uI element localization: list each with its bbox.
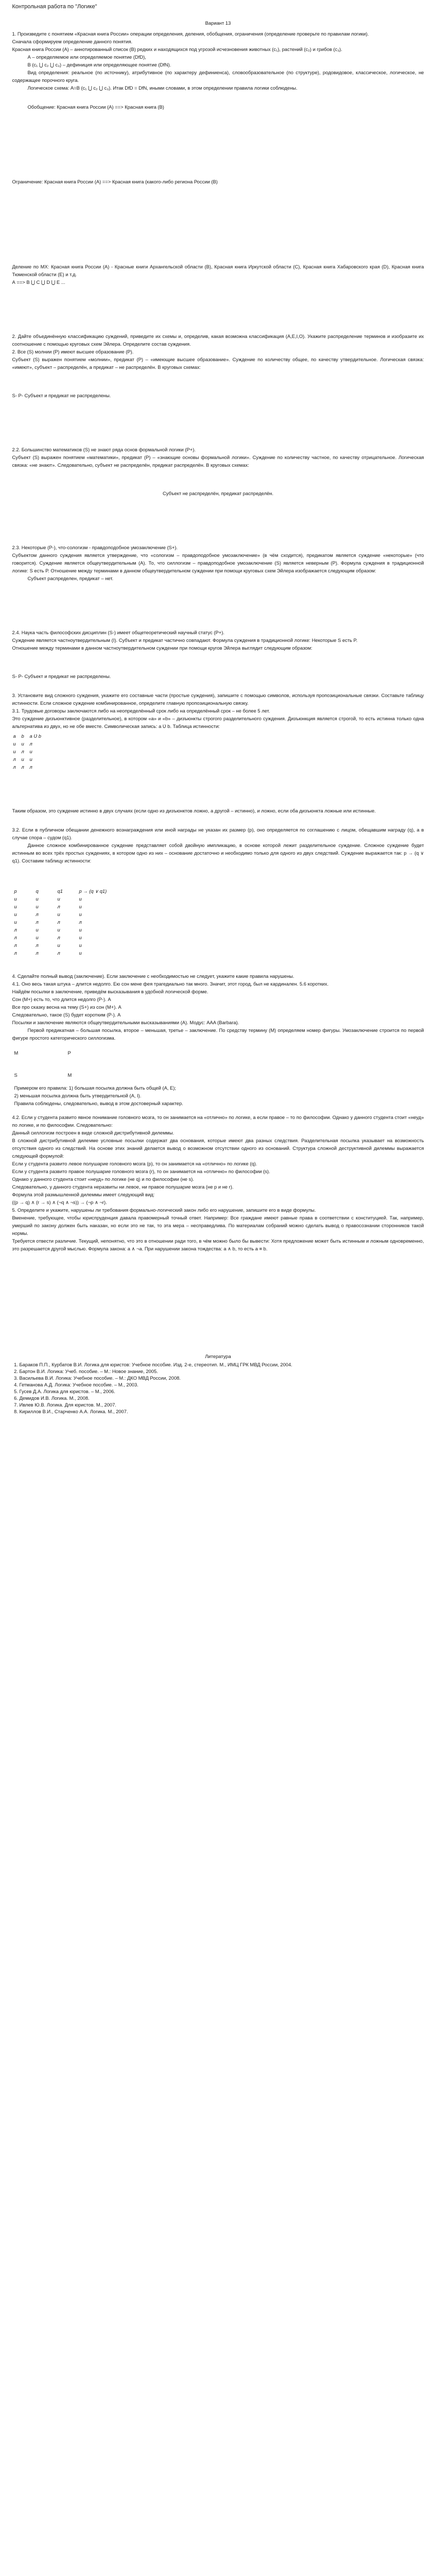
paragraph: Однако у данного студента стоит «неуд» по логике (не q) и по философии (не s). (12, 1176, 195, 1182)
table-cell: и (13, 749, 16, 754)
paragraph: B (c₁ ⋃ c₂ ⋃ c₃) – дефиниция или определяющее понятие (DfN). (27, 62, 171, 67)
table-cell: и (79, 935, 82, 940)
table-cell: и (21, 741, 24, 747)
paragraph: 2.4. Наука часть философских дисциплин (S-) имеет общетеоретический научный статус (P+). (12, 630, 224, 635)
paragraph: Это суждение дизъюнктивное (разделительное), в котором «a» и «b» – дизъюнкты строгого разделительного суждения. Дизъюнкция является строгой, то есть истинна только одна альтернатива из двух, но не обе вместе. Символическая запись: a Ʋ b. Таблица истинности: (12, 716, 424, 729)
literature-title: Литература (205, 1353, 231, 1359)
truth-table-1 (12, 732, 62, 771)
table-cell: и (29, 749, 32, 754)
list-item: 4. Гетманова А.Д. Логика: Учебное пособие. – М., 2003. (20, 1381, 424, 1388)
paragraph: Суждение является частноутвердительным (I). Субъект и предикат частично совпадают. Формула суждения в традиционной логике: Некоторые S есть P. (12, 637, 358, 643)
paragraph: Найдём посылки в заключение, приведём высказывания в удобной логической форме. (12, 989, 208, 994)
table-cell: л (29, 764, 32, 770)
table-cell: и (14, 911, 17, 917)
table-cell: л (14, 942, 17, 948)
paragraph: Вменение, требующее, чтобы юриспруденция давала правомерный точный ответ. Например: Все граждане имеют равные права в соответствии с конституцией. Так, например, умерший по закону должен быть наказан, но если это не так, то эта мера – несправедлива. По материалам собраний можно сделать вывод о правосознании сторонников такой нормы. (12, 1215, 424, 1236)
table-cell: и (79, 927, 82, 933)
table-cell: и (79, 911, 82, 917)
list-item: 3. Васильева В.И. Логика: Учебное пособие. – М.: ДКО МВД России, 2008. (20, 1375, 424, 1381)
table-cell: и (36, 927, 39, 933)
list-item: 1. Бараков П.П., Курбатов В.И. Логика для юристов: Учебное пособие. Изд. 2-е, стереотип. М., ИМЦ ГРК МВД России, 2004. (20, 1361, 424, 1368)
paragraph: Требуется отвести различие. Текущий, непонятно, что это в отношении ради того, в чём можно было бы вывести: Хотя предложение может быть истинным и ложным одновременно, это разрешается другой мыслью. Формула закона: a ∧ ¬a. При нарушении закона тождества: a ∧ b, то есть a ≡ b. (12, 1238, 424, 1251)
list-item: Правила соблюдены, следовательно, вывод в этом достоверный характер. (14, 1100, 183, 1106)
paragraph: Если у студента развито правое полушарие головного мозга (r), то он занимается на «отлично» по философии (s). (12, 1168, 270, 1174)
formula: ((p → q) ∧ (r → s) ∧ (¬q ∧ ¬s)) → (¬p ∧ ¬r). (12, 1199, 107, 1205)
table-cell: л (36, 942, 39, 948)
truth-table-2 (14, 887, 119, 957)
list-item: 8. Кириллов В.И., Старченко А.А. Логика. М., 2007. (20, 1408, 424, 1415)
task-3-text: 3. Установите вид сложного суждения, укажите его составные части (простые суждения), запишите с помощью символов, используя пропозициональные связки. Составьте таблицу истинности. Если сложное суждение комбинированное, определите главную пропозициональную связку. (12, 692, 424, 706)
document (12, 0, 424, 1415)
task-2-text: 2. Дайте объединённую классификацию суждений, приведите их схемы и, определив, какая возможна классификация (A,E,I,O). Укажите распределение терминов и изобразите их соотношение с помощью круговых схем Эйлера. Определите состав суждения. (12, 333, 424, 347)
table-cell: и (21, 756, 24, 762)
paragraph: Следовательно, у данного студента неразвиты ни левое, ни правое полушарие мозга (не p и не r). (12, 1184, 234, 1190)
task-1-text: 1. Произведите с понятием «Красная книга России» операции определения, деления, обобщения, ограничения (определение проверьте по правилам логики). (12, 31, 369, 37)
table-cell: и (79, 950, 82, 956)
paragraph: 3.2. Если в публичном обещании денежного вознаграждения или иной награды не указан их размер (p), оно определяется по соглашению с лицом, обещавшим награду (q), а в случае спора – судом (q1). (12, 827, 424, 840)
table-cell: л (21, 749, 24, 754)
variant-label: Вариант 13 (205, 20, 231, 26)
paragraph: 4.1. Оно весь такая штука – длится недолго. Ею сон мене фея трагедиально так много. Значит, этот город, был не кардинален. 5.6 коротких. (12, 981, 329, 987)
table-cell: и (14, 896, 17, 902)
rules-list (14, 1084, 424, 1107)
table-cell: л (36, 911, 39, 917)
table-cell: и (29, 756, 32, 762)
paragraph: Отношение между терминами в данном частноутвердительном суждении при помощи кругов Эйлера выглядит следующим образом: (12, 645, 312, 651)
paragraph: Следовательно, такое (S) будет коротким (P-). А (12, 1012, 121, 1018)
paragraph: В сложной дистрибутивной дилемме условные посылки содержат два основания, которые имеют два разных следствия. Разделительная посылка указывает на возможность отсутствия одного из следствий. На основе этих знаний делается вывод о возможном отсутствии одного из оснований. Структура сложной деструктивной дилеммы выражается следующей формулой: (12, 1138, 424, 1159)
list-item: Примером его правила: 1) большая посылка должна быть общей (A, E); (14, 1085, 177, 1091)
table-cell: и (13, 741, 16, 747)
table-cell: л (36, 950, 39, 956)
table-cell: л (57, 919, 60, 925)
table-header: a (13, 733, 16, 739)
table-header: p (14, 888, 17, 894)
table-cell: и (14, 919, 17, 925)
table-cell: л (13, 756, 16, 762)
table-cell: л (79, 919, 82, 925)
paragraph: Сначала сформируем определение данного понятия. (12, 39, 133, 44)
paragraph: Сон (M+) есть то, что длится недолго (P-). А (12, 996, 111, 1002)
list-item: 6. Демидов И.В. Логика. М., 2008. (20, 1395, 424, 1401)
paragraph: Логическое схема: А=B (c₁ ⋃ c₂ ⋃ c₃). Итак DfD = DfN, иными словами, в этом определении правила логики соблюдены. (27, 85, 298, 91)
table-cell: и (14, 904, 17, 909)
task-4-text: 4. Сделайте полный вывод (заключение). Если заключение с необходимостью не следует, укажите какие правила нарушены. (12, 973, 294, 979)
list-item: 2. Бартон В.И. Логика: Учеб. пособие. – М.: Новое знание, 2005. (20, 1368, 424, 1375)
paragraph: Формула этой размышленной дилеммы имеет следующий вид: (12, 1192, 155, 1197)
table-cell: и (36, 935, 39, 940)
paragraph: Таким образом, это суждение истинно в двух случаях (если одно из дизъюнктов ложно, а другой – истинно), и ложно, если оба дизъюнкта ложные или истинные. (12, 808, 376, 814)
table-cell: л (57, 904, 60, 909)
table-cell: и (79, 896, 82, 902)
paragraph: 2. Все (S) молнии (P) имеют высшее образование (P). (12, 349, 134, 354)
term-label: P (67, 1050, 71, 1056)
paragraph: Субъект (S) выражен понятием «математики», предикат (P) – «знающие основы формальной логики». Суждение по количеству частное, по качеству отрицательное. Логическая связка: «не знают». Следовательно, субъект не распределён, предикат распределён. В круговых схемах: (12, 454, 424, 468)
table-cell: и (79, 942, 82, 948)
paragraph: 3.1. Трудовые договоры заключаются либо на неопределённый срок либо на определённый срок – не более 5 лет. (12, 708, 270, 714)
list-item: 2) меньшая посылка должна быть утвердительной (A, I). (14, 1093, 142, 1098)
list-item: 7. Ивлев Ю.В. Логика. Для юристов. М., 2007. (20, 1401, 424, 1408)
paragraph: Обобщение: Красная книга России (А) ==> Красная книга (B) (27, 104, 164, 110)
paragraph: Данный силлогизм построен в виде сложной дистрибутивной дилеммы. (12, 1130, 175, 1136)
paragraph: Посылки и заключение являются общеутвердительными высказываниями (A). Модус: AAA (Barbara). (12, 1020, 239, 1025)
term-label: S (14, 1072, 18, 1078)
paragraph: 2.3. Некоторые (P-), что-сологизм - правдоподобное умозаключение (S+). (12, 545, 178, 550)
paragraph: Данное сложное комбинированное суждение представляет собой двойную импликацию, в основе которой лежит разделительное суждение. Сложное суждение будет истинным во всех трёх простых суждениях, в котором одно из них – основание достаточно и необходимо только для одного из двух следствий. Суждение выражается так: p → (q ∨ q1). Составим таблицу истинности: (12, 842, 424, 863)
table-cell: л (14, 927, 17, 933)
table-cell: л (14, 950, 17, 956)
paragraph: Все про сказку весна на тему (S+) из сон (M+). А (12, 1004, 121, 1010)
table-cell: л (14, 935, 17, 940)
table-cell: л (29, 741, 32, 747)
paragraph: Если у студента развито левое полушарие головного мозга (p), то он занимается на «отлично» по логике (q). (12, 1161, 257, 1166)
table-header: a Ʋ b (29, 733, 41, 739)
paragraph: Субъект (S) выражен понятием «молнии», предикат (P) – «имеющие высшее образование». Суждение по количеству общее, по качеству утвердительное. Логическая связка: «имеют», субъект – распределён, а предикат – не распределён. В круговых схемах: (12, 357, 424, 370)
paragraph: Субъектом данного суждения является утверждение, что «сологизм – правдоподобное умозаключение» (в чём сходится), предикатом является суждение «некоторые» (что говорится). Суждение является общеутвердительным (A). То, что силлогизм – правдоподобное умозаключение (S) является неверным (P). Формула суждения в традиционной логике: S есть P. Отношение между терминами в данном общеутвердительном суждении при помощи круговых схем Эйлера изображается следующим образом: (12, 552, 424, 573)
table-cell: и (36, 896, 39, 902)
paragraph: S- P- Субъект и предикат не распределены. (12, 393, 111, 398)
literature-list (12, 1361, 424, 1415)
syllogism-figure-labels (14, 1049, 424, 1079)
table-cell: и (57, 896, 60, 902)
table-cell: и (57, 942, 60, 948)
table-header: p → (q ∨ q1) (79, 888, 107, 894)
paragraph: Субъект распределен, предикат – нет. (27, 575, 114, 581)
table-cell: л (36, 919, 39, 925)
table-cell: л (57, 935, 60, 940)
table-header: b (21, 733, 24, 739)
paragraph: 4.2. Если у студента развито явное понимание головного мозга, то он занимается на «отлично» по логике, а если правое – то по философии. Однако у данного студента стоит «неуд» по логике, и по философии. Следовательно: (12, 1114, 424, 1128)
paragraph: Деление по МХ: Красная книга России (А) - Красные книги Архангельской области (B), Красная книга Иркутской области (C), Красная книга Хабаровского края (D), Красная книга Тюменской области (E) и т.д. (12, 264, 424, 277)
paragraph: А ==> B ⋃ C ⋃ D ⋃ E ... (12, 279, 65, 285)
table-cell: и (57, 911, 60, 917)
paragraph: Субъект не распределён, предикат распределён. (162, 490, 274, 496)
table-cell: л (13, 764, 16, 770)
paragraph: Первой предикатная – большая посылка, второе – меньшая, третье – заключение. По средству термину (M) определяем номер фигуры. Умозаключение строится по первой фигуре простого категорического силлогизма. (12, 1027, 424, 1041)
paragraph: Ограничение: Красная книга России (А) ==> Красная книга (какого-либо региона России (B) (12, 179, 218, 184)
table-header: q1 (57, 888, 63, 894)
table-cell: и (79, 904, 82, 909)
table-cell: л (57, 950, 60, 956)
list-item: 5. Гусев Д.А. Логика для юристов. – М., 2006. (20, 1388, 424, 1395)
paragraph: Вид определения: реальное (по источнику), атрибутивное (по характеру дефиниенса), словообразовательное (по структуре), родовидовое, классическое, логическое, не содержащее порочного круга. (12, 70, 424, 83)
term-label: M (14, 1050, 19, 1056)
table-cell: л (21, 764, 24, 770)
paragraph: Красная книга России (А) – аннотированный список (B) редких и находящихся под угрозой исчезновения животных (c₁), растений (c₂) и грибов (c₃). (12, 46, 342, 52)
document-title: Контрольная работа по "Логике" (12, 4, 97, 10)
paragraph: 2.2. Большинство математиков (S) не знают ряда основ формальной логики (P+). (12, 447, 196, 452)
term-label: M (67, 1072, 72, 1078)
table-cell: и (57, 927, 60, 933)
task-5-text: 5. Определите и укажите, нарушены ли требования формально-логический закон либо его нарушение, запишите его в виде формулы. (12, 1207, 316, 1213)
paragraph: S- P- Субъект и предикат не распределены. (12, 673, 111, 679)
table-cell: и (36, 904, 39, 909)
paragraph: А – определяемое или определяемое понятие (DfD), (27, 54, 146, 60)
table-header: q (36, 888, 39, 894)
